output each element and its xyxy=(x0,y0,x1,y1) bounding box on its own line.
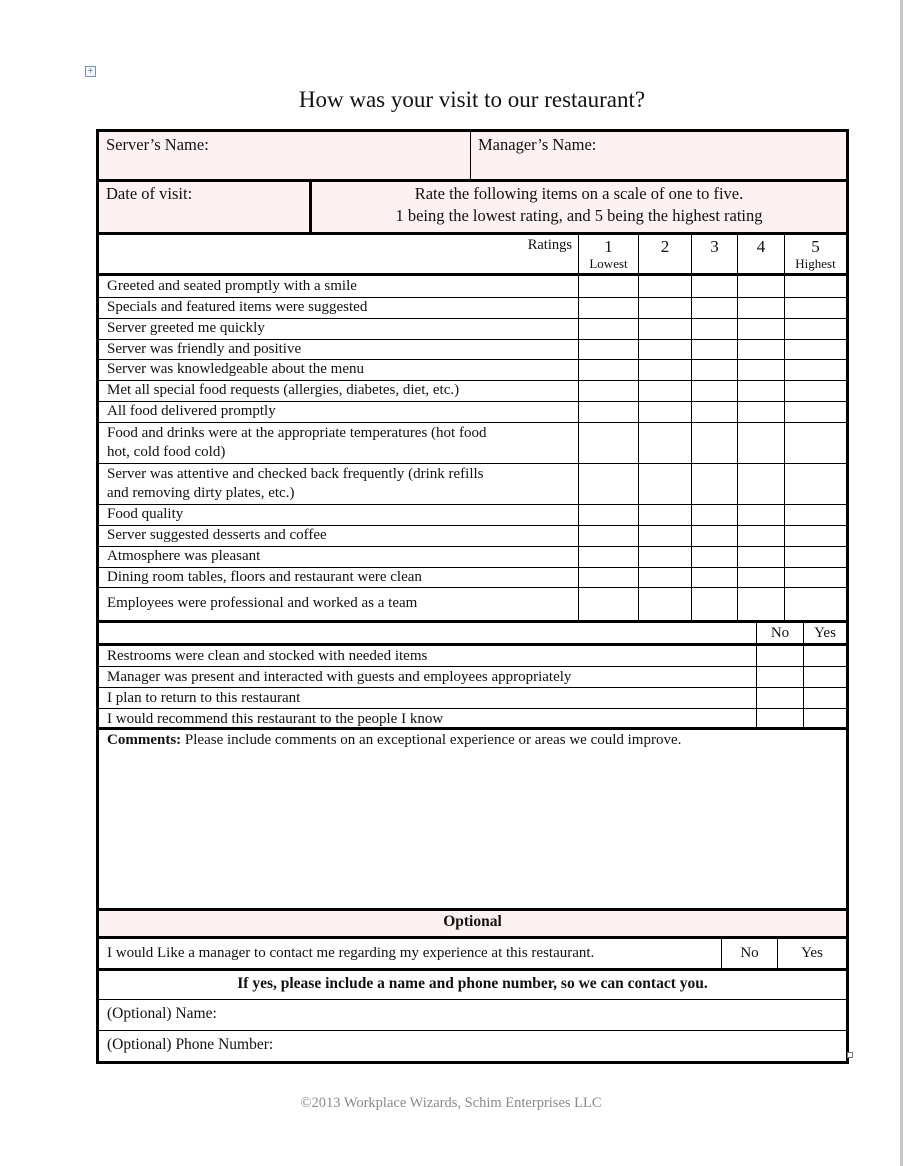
yes-no-header-spacer xyxy=(99,623,756,643)
yes-no-row xyxy=(99,688,846,709)
rating-item-label: Server was knowledgeable about the menu xyxy=(107,361,364,378)
rating-cell-4[interactable] xyxy=(737,381,784,401)
yes-no-row xyxy=(99,646,846,667)
rating-cell-1[interactable] xyxy=(578,464,638,504)
rating-item-label: Met all special food requests (allergies, diabetes, diet, etc.) xyxy=(107,382,460,399)
server-name-label: Server’s Name: xyxy=(106,135,209,154)
rating-item-label: Dining room tables, floors and restaurant were clean xyxy=(107,568,422,585)
rating-cell-2[interactable] xyxy=(638,360,691,380)
rating-item-label: Server greeted me quickly xyxy=(107,320,265,337)
rating-row xyxy=(99,381,846,402)
rating-cell-5[interactable] xyxy=(784,276,846,297)
names-row xyxy=(99,132,846,182)
rating-cell-1[interactable] xyxy=(578,402,638,422)
rating-col-4 xyxy=(737,235,784,273)
ratings-header-row xyxy=(99,235,846,276)
rating-item-label: Server was attentive and checked back frequently (drink refills and removing dirty plates, etc.) xyxy=(107,465,484,501)
optional-name-label: (Optional) Name: xyxy=(107,1005,217,1022)
rating-cell-4[interactable] xyxy=(737,319,784,339)
rating-row xyxy=(99,360,846,381)
rating-cell-3[interactable] xyxy=(691,402,737,422)
rating-cell-3[interactable] xyxy=(691,319,737,339)
rating-cell-5[interactable] xyxy=(784,505,846,525)
rating-item-label: Food and drinks were at the appropriate temperatures (hot food hot, cold food cold) xyxy=(107,424,487,460)
manager-name-field[interactable] xyxy=(471,132,846,179)
rating-item-label: Food quality xyxy=(107,506,184,523)
rating-cell-5[interactable] xyxy=(784,464,846,504)
rating-col-4-number: 4 xyxy=(756,237,766,256)
rating-cell-2[interactable] xyxy=(638,276,691,297)
no-cell[interactable] xyxy=(756,646,803,666)
rating-cell-4[interactable] xyxy=(737,588,784,620)
yes-no-items xyxy=(99,646,846,730)
rating-item-label: Server was friendly and positive xyxy=(107,340,302,357)
rating-row xyxy=(99,505,846,526)
rating-cell-5[interactable] xyxy=(784,588,846,620)
rating-instructions xyxy=(312,182,846,232)
yes-no-row xyxy=(99,667,846,688)
yes-cell[interactable] xyxy=(803,646,846,666)
rating-cell-2[interactable] xyxy=(638,547,691,567)
ratings-label: Ratings xyxy=(527,237,572,253)
rating-cell-1[interactable] xyxy=(578,319,638,339)
rating-item-label: Atmosphere was pleasant xyxy=(107,548,261,565)
rating-cell-4[interactable] xyxy=(737,505,784,525)
rating-cell-5[interactable] xyxy=(784,360,846,380)
rating-col-1 xyxy=(578,235,638,273)
rating-cell-5[interactable] xyxy=(784,298,846,318)
rating-cell-2[interactable] xyxy=(638,423,691,463)
rating-cell-4[interactable] xyxy=(737,568,784,587)
rating-cell-2[interactable] xyxy=(638,568,691,587)
optional-heading: Optional xyxy=(99,911,846,939)
rating-cell-3[interactable] xyxy=(691,360,737,380)
rating-col-1-lowest: Lowest xyxy=(589,256,628,271)
rating-row xyxy=(99,568,846,588)
yes-no-item-label: I would recommend this restaurant to the people I know xyxy=(107,711,444,727)
rating-cell-3[interactable] xyxy=(691,464,737,504)
rating-cell-1[interactable] xyxy=(578,360,638,380)
no-cell[interactable] xyxy=(756,688,803,708)
rating-cell-2[interactable] xyxy=(638,526,691,546)
feedback-form-table xyxy=(96,129,849,1064)
rating-row xyxy=(99,464,846,505)
rating-cell-4[interactable] xyxy=(737,526,784,546)
optional-name-field[interactable] xyxy=(99,1000,846,1031)
contact-question: I would Like a manager to contact me regarding my experience at this restaurant. xyxy=(107,945,595,961)
comments-box[interactable] xyxy=(99,730,846,911)
yes-cell[interactable] xyxy=(803,688,846,708)
rating-cell-4[interactable] xyxy=(737,360,784,380)
if-yes-instruction: If yes, please include a name and phone number, so we can contact you. xyxy=(99,971,846,1000)
rating-row xyxy=(99,402,846,423)
rating-cell-3[interactable] xyxy=(691,526,737,546)
contact-request-row xyxy=(99,939,846,971)
rating-cell-1[interactable] xyxy=(578,381,638,401)
rating-items xyxy=(99,276,846,623)
rating-row xyxy=(99,298,846,319)
rating-instructions-line2: 1 being the lowest rating, and 5 being the highest rating xyxy=(395,206,763,225)
rating-cell-5[interactable] xyxy=(784,319,846,339)
rating-row xyxy=(99,340,846,360)
yes-no-row xyxy=(99,709,846,730)
rating-row xyxy=(99,547,846,568)
rating-item-label: Server suggested desserts and coffee xyxy=(107,527,327,544)
rating-row xyxy=(99,423,846,464)
comments-label: Comments: xyxy=(107,732,182,748)
rating-cell-2[interactable] xyxy=(638,381,691,401)
rating-cell-2[interactable] xyxy=(638,505,691,525)
yes-no-item-label: Restrooms were clean and stocked with needed items xyxy=(107,648,428,664)
rating-cell-4[interactable] xyxy=(737,276,784,297)
rating-instructions-line1: Rate the following items on a scale of one to five. xyxy=(414,184,744,203)
rating-row xyxy=(99,588,846,623)
rating-cell-4[interactable] xyxy=(737,423,784,463)
comments-prompt: Please include comments on an exceptional experience or areas we could improve. xyxy=(181,732,682,748)
rating-cell-3[interactable] xyxy=(691,298,737,318)
rating-cell-2[interactable] xyxy=(638,298,691,318)
yes-column-header: Yes xyxy=(803,623,846,643)
contact-yes-option[interactable]: Yes xyxy=(777,939,846,968)
rating-cell-2[interactable] xyxy=(638,402,691,422)
rating-cell-3[interactable] xyxy=(691,381,737,401)
rating-cell-3[interactable] xyxy=(691,547,737,567)
rating-cell-4[interactable] xyxy=(737,340,784,359)
rating-col-3-number: 3 xyxy=(710,237,719,256)
rating-cell-1[interactable] xyxy=(578,547,638,567)
rating-col-5-highest: Highest xyxy=(795,256,836,271)
rating-cell-2[interactable] xyxy=(638,340,691,359)
yes-cell[interactable] xyxy=(803,667,846,687)
date-row xyxy=(99,182,846,235)
rating-cell-4[interactable] xyxy=(737,464,784,504)
date-of-visit-label: Date of visit: xyxy=(106,184,193,203)
rating-cell-5[interactable] xyxy=(784,526,846,546)
rating-row xyxy=(99,526,846,547)
rating-cell-5[interactable] xyxy=(784,381,846,401)
rating-col-5-number: 5 xyxy=(811,237,820,256)
rating-row xyxy=(99,319,846,340)
rating-cell-4[interactable] xyxy=(737,298,784,318)
rating-cell-1[interactable] xyxy=(578,588,638,620)
no-cell[interactable] xyxy=(756,709,803,727)
rating-cell-5[interactable] xyxy=(784,340,846,359)
rating-cell-1[interactable] xyxy=(578,568,638,587)
rating-cell-3[interactable] xyxy=(691,568,737,587)
rating-item-label: Employees were professional and worked as a team xyxy=(107,595,418,612)
rating-cell-2[interactable] xyxy=(638,588,691,620)
rating-cell-5[interactable] xyxy=(784,568,846,587)
rating-cell-3[interactable] xyxy=(691,588,737,620)
no-column-header: No xyxy=(756,623,803,643)
rating-row xyxy=(99,276,846,298)
rating-col-2 xyxy=(638,235,691,273)
server-name-field[interactable] xyxy=(99,132,471,179)
yes-no-item-label: Manager was present and interacted with guests and employees appropriately xyxy=(107,669,572,685)
rating-cell-2[interactable] xyxy=(638,464,691,504)
yes-no-header-row xyxy=(99,623,846,646)
date-of-visit-field[interactable] xyxy=(99,182,312,232)
copyright-footer: ©2013 Workplace Wizards, Schim Enterprises LLC xyxy=(300,1095,602,1111)
rating-item-label: Greeted and seated promptly with a smile xyxy=(107,277,357,294)
table-move-handle-icon[interactable]: + xyxy=(85,66,96,77)
optional-phone-field[interactable] xyxy=(99,1031,846,1061)
rating-cell-2[interactable] xyxy=(638,319,691,339)
table-resize-handle[interactable] xyxy=(847,1052,853,1058)
rating-cell-4[interactable] xyxy=(737,402,784,422)
optional-phone-label: (Optional) Phone Number: xyxy=(107,1036,274,1053)
rating-cell-1[interactable] xyxy=(578,298,638,318)
rating-cell-1[interactable] xyxy=(578,276,638,297)
rating-cell-5[interactable] xyxy=(784,402,846,422)
manager-name-label: Manager’s Name: xyxy=(478,135,597,154)
rating-cell-3[interactable] xyxy=(691,340,737,359)
rating-cell-1[interactable] xyxy=(578,505,638,525)
rating-cell-1[interactable] xyxy=(578,340,638,359)
rating-cell-1[interactable] xyxy=(578,526,638,546)
page-title: How was your visit to our restaurant? xyxy=(298,87,646,112)
rating-cell-3[interactable] xyxy=(691,505,737,525)
rating-cell-4[interactable] xyxy=(737,547,784,567)
rating-cell-5[interactable] xyxy=(784,547,846,567)
rating-cell-3[interactable] xyxy=(691,423,737,463)
contact-no-option[interactable]: No xyxy=(721,939,777,968)
rating-col-2-number: 2 xyxy=(660,237,670,256)
rating-col-3 xyxy=(691,235,737,273)
rating-col-1-number: 1 xyxy=(604,237,613,256)
yes-cell[interactable] xyxy=(803,709,846,727)
rating-col-5 xyxy=(784,235,846,273)
rating-item-label: Specials and featured items were suggested xyxy=(107,299,368,316)
rating-cell-1[interactable] xyxy=(578,423,638,463)
rating-cell-3[interactable] xyxy=(691,276,737,297)
rating-cell-5[interactable] xyxy=(784,423,846,463)
rating-item-label: All food delivered promptly xyxy=(107,403,276,420)
no-cell[interactable] xyxy=(756,667,803,687)
yes-no-item-label: I plan to return to this restaurant xyxy=(107,690,301,706)
